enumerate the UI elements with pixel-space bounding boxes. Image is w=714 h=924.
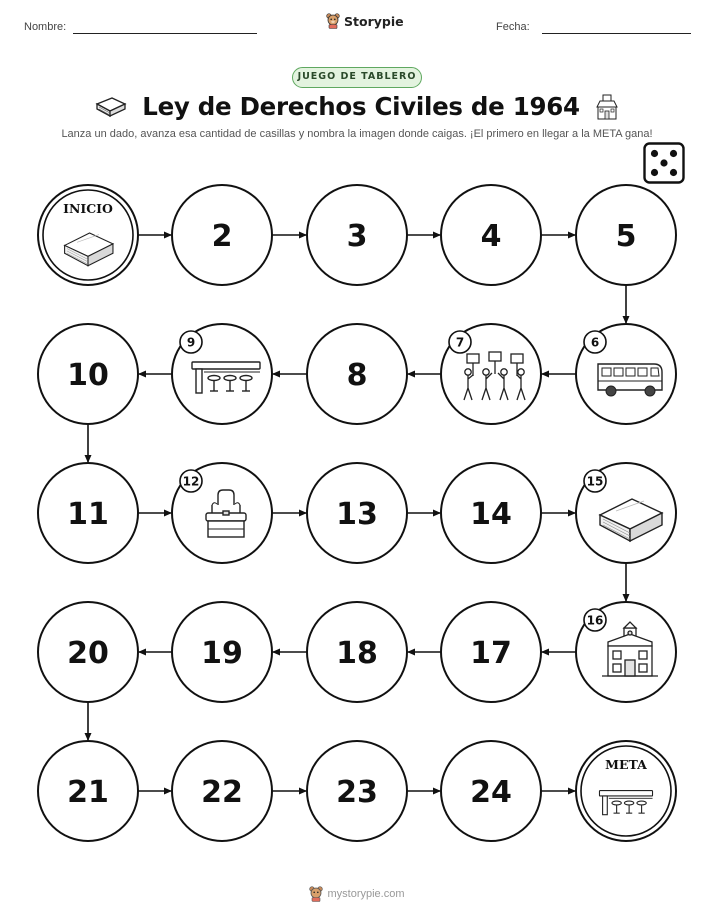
space-number: 12 [182,474,200,489]
board-space[interactable] [576,185,676,285]
start-space[interactable] [38,185,138,285]
footer-url: mystorypie.com [327,888,405,900]
board-space[interactable] [576,463,676,563]
board-space[interactable] [307,324,407,424]
finish-space[interactable] [576,741,676,841]
space-number: 9 [186,335,196,350]
space-label: META [605,757,647,772]
instructions: Lanza un dado, avanza esa cantidad de casillas y nombra la imagen donde caigas. ¡El primero en llegar a la META gana! [61,128,653,140]
bear-logo-icon [309,886,323,902]
space-number: 2 [211,219,233,254]
brand-name: Storypie [344,13,404,29]
space-label: INICIO [63,201,113,216]
space-number: 11 [67,497,109,532]
board-space[interactable] [172,324,272,424]
board-space[interactable] [172,602,272,702]
board-space[interactable] [441,602,541,702]
board-space[interactable] [38,324,138,424]
space-number: 21 [67,775,109,810]
space-number: 19 [201,636,243,671]
space-number: 6 [590,335,600,350]
board-space[interactable] [38,463,138,563]
board-space[interactable] [441,741,541,841]
space-number: 23 [336,775,378,810]
board-space[interactable] [441,463,541,563]
board-space[interactable] [38,741,138,841]
board-space[interactable] [307,463,407,563]
space-number: 24 [470,775,512,810]
board-space[interactable] [172,463,272,563]
space-number: 4 [480,219,502,254]
board-space[interactable] [172,185,272,285]
space-number: 13 [336,497,378,532]
board-space[interactable] [172,741,272,841]
game-type-badge: JUEGO DE TABLERO [292,67,422,88]
board-space[interactable] [307,185,407,285]
space-number: 18 [336,636,378,671]
name-label: Nombre: [24,21,67,33]
board-space[interactable] [576,602,676,702]
space-number: 3 [346,219,368,254]
page-title: Ley de Derechos Civiles de 1964 [142,92,580,121]
space-number: 7 [455,335,465,350]
board-space[interactable] [307,602,407,702]
space-number: 20 [67,636,109,671]
space-number: 15 [586,474,604,489]
board-space[interactable] [307,741,407,841]
space-number: 5 [615,219,637,254]
space-number: 16 [586,613,604,628]
board-space[interactable] [38,602,138,702]
space-number: 10 [67,358,109,393]
space-number: 14 [470,497,512,532]
space-number: 17 [470,636,512,671]
space-number: 22 [201,775,243,810]
board-space[interactable] [576,324,676,424]
board-spaces [38,185,676,841]
space-number: 8 [346,358,368,393]
footer [0,886,714,902]
board-space[interactable] [441,185,541,285]
date-label: Fecha: [496,21,530,33]
board-space[interactable] [441,324,541,424]
